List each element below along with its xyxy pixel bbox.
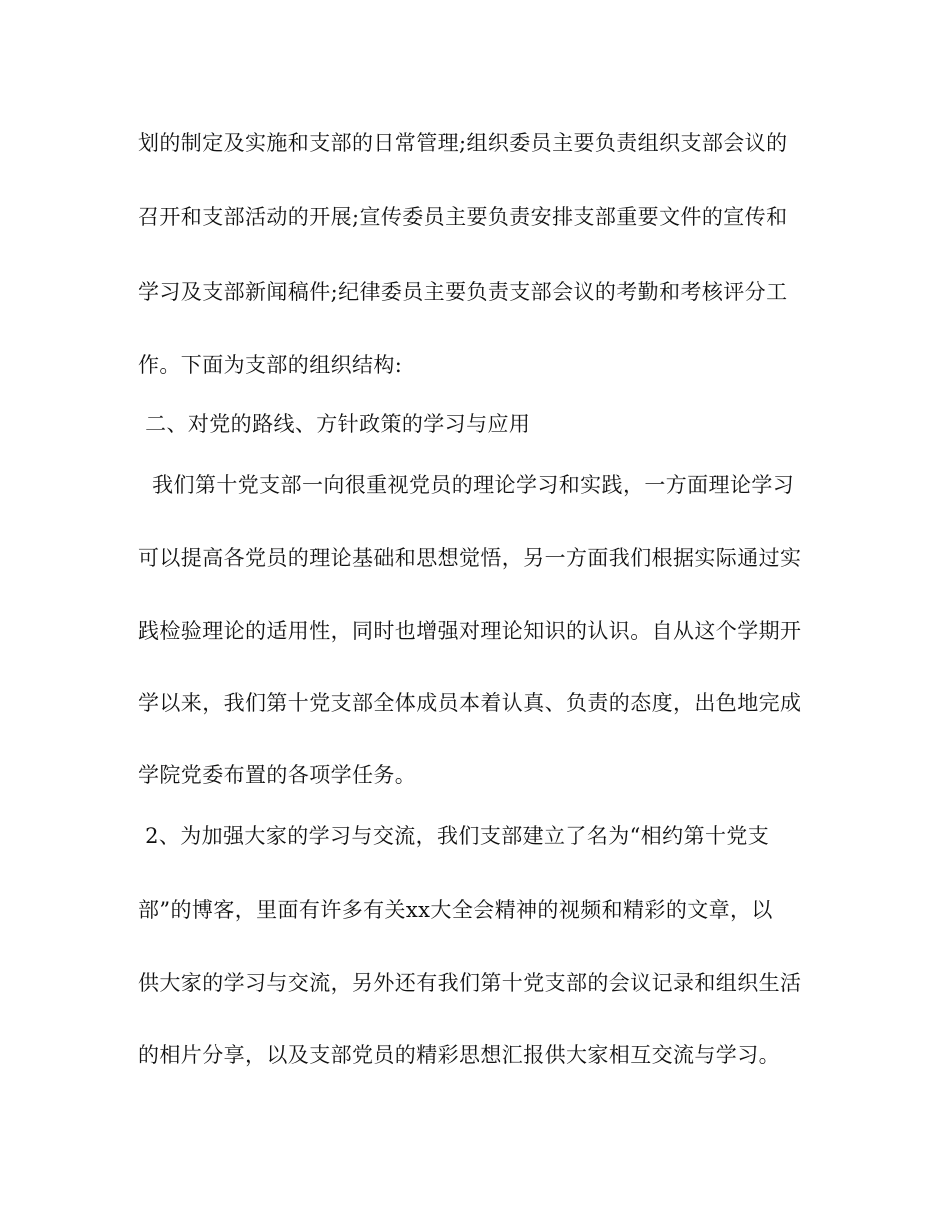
text-line: 划的制定及实施和支部的日常管理;组织委员主要负责组织支部会议的 xyxy=(138,131,788,155)
text-line: 作。下面为支部的组织结构: xyxy=(138,353,403,377)
text-line: 学院党委布置的各项学任务。 xyxy=(138,763,417,787)
paragraph-first-line: 2、为加强大家的学习与交流，我们支部建立了名为“相约第十党支 xyxy=(138,824,770,848)
section-heading: 二、对党的路线、方针政策的学习与应用 xyxy=(138,412,531,436)
text-line: 学习及支部新闻稿件;纪律委员主要负责支部会议的考勤和考核评分工 xyxy=(138,280,788,304)
text-line: 践检验理论的适用性，同时也增强对理论知识的认识。自从这个学期开 xyxy=(138,619,802,643)
text-line: 学以来，我们第十党支部全体成员本着认真、负责的态度，出色地完成 xyxy=(138,691,802,715)
text-line: 召开和支部活动的开展;宣传委员主要负责安排支部重要文件的宣传和 xyxy=(138,205,788,229)
text-line: 供大家的学习与交流，另外还有我们第十党支部的会议记录和组织生活 xyxy=(138,971,802,995)
paragraph-first-line: 我们第十党支部一向很重视党员的理论学习和实践，一方面理论学习 xyxy=(138,473,795,497)
text-line: 部”的博客，里面有许多有关xx大全会精神的视频和精彩的文章，以 xyxy=(138,898,773,922)
text-line: 可以提高各党员的理论基础和思想觉悟，另一方面我们根据实际通过实 xyxy=(138,546,802,570)
text-line: 的相片分享，以及支部党员的精彩思想汇报供大家相互交流与学习。 xyxy=(138,1043,780,1067)
